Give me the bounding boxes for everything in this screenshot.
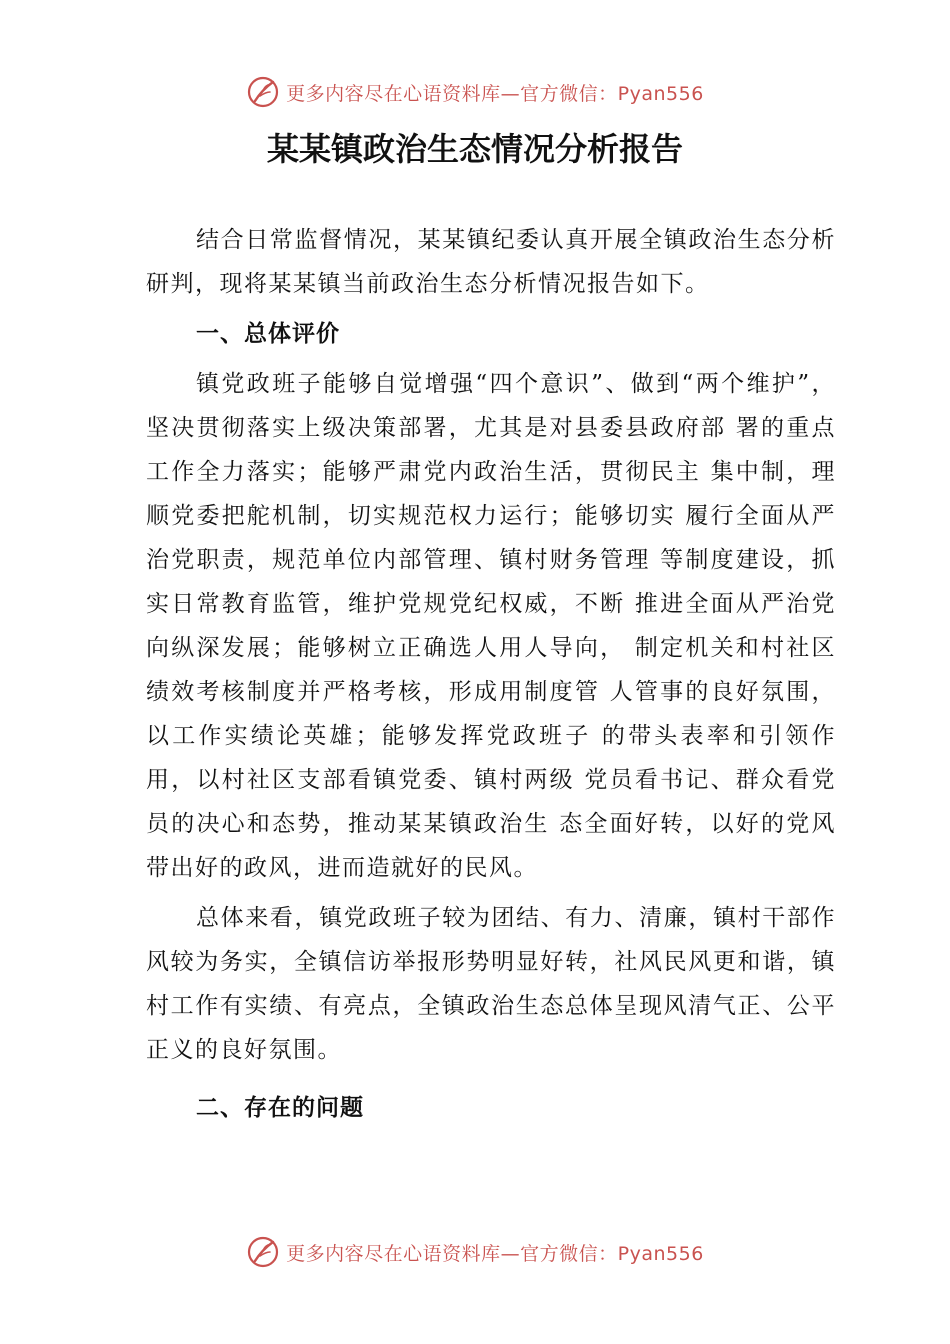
banner-text: 更多内容尽在心语资料库—官方微信：Pyan556 <box>286 1242 704 1265</box>
overall-evaluation-paragraph: 镇党政班子能够自觉增强“四个意识”、做到“两个维护”，坚决贯彻落实上级决策部署，尤其是对县委县政府部 署的重点工作全力落实；能够严肃党内政治生活，贯彻民主 集中制，理顺党委把舵机制，切实规范权力运行；能够切实 履行全面从严治党职责，规范单位内部管理、镇村财务管理 等制度建设，抓实日常教育监管，维护党规党纪权威，不断 推进全面从严治党向纵深发展；能够树立正确选人用人导向， 制定机关和村社区绩效考核制度并严格考核，形成用制度管 人管事的良好氛围，以工作实绩论英雄；能够发挥党政班子 的带头表率和引领作用，以村社区支部看镇党委、镇村两级 党员看书记、群众看党员的决心和态势，推动某某镇政治生 态全面好转，以好的党风带出好的政风，进而造就好的民风。 <box>146 371 836 881</box>
document-body <box>146 218 836 1130</box>
banner-text: 更多内容尽在心语资料库—官方微信：Pyan556 <box>286 82 704 105</box>
intro-paragraph: 结合日常监督情况，某某镇纪委认真开展全镇政治生态分析研判，现将某某镇当前政治生态分析情况报告如下。 <box>146 227 836 297</box>
document-title: 某某镇政治生态情况分析报告 <box>266 130 683 168</box>
section-heading-overall-evaluation: 一、总体评价 <box>196 321 340 347</box>
overall-summary-paragraph: 总体来看，镇党政班子较为团结、有力、清廉，镇村干部作风较为务实，全镇信访举报形势明显好转，社风民风更和谐，镇村工作有实绩、有亮点，全镇政治生态总体呈现风清气正、公平正义的良好氛围。 <box>146 905 836 1063</box>
feather-circle-icon <box>246 75 280 109</box>
header-banner <box>0 72 950 112</box>
footer-banner <box>0 1232 950 1272</box>
section-heading-existing-problems: 二、存在的问题 <box>196 1095 364 1121</box>
feather-circle-icon <box>246 1235 280 1269</box>
